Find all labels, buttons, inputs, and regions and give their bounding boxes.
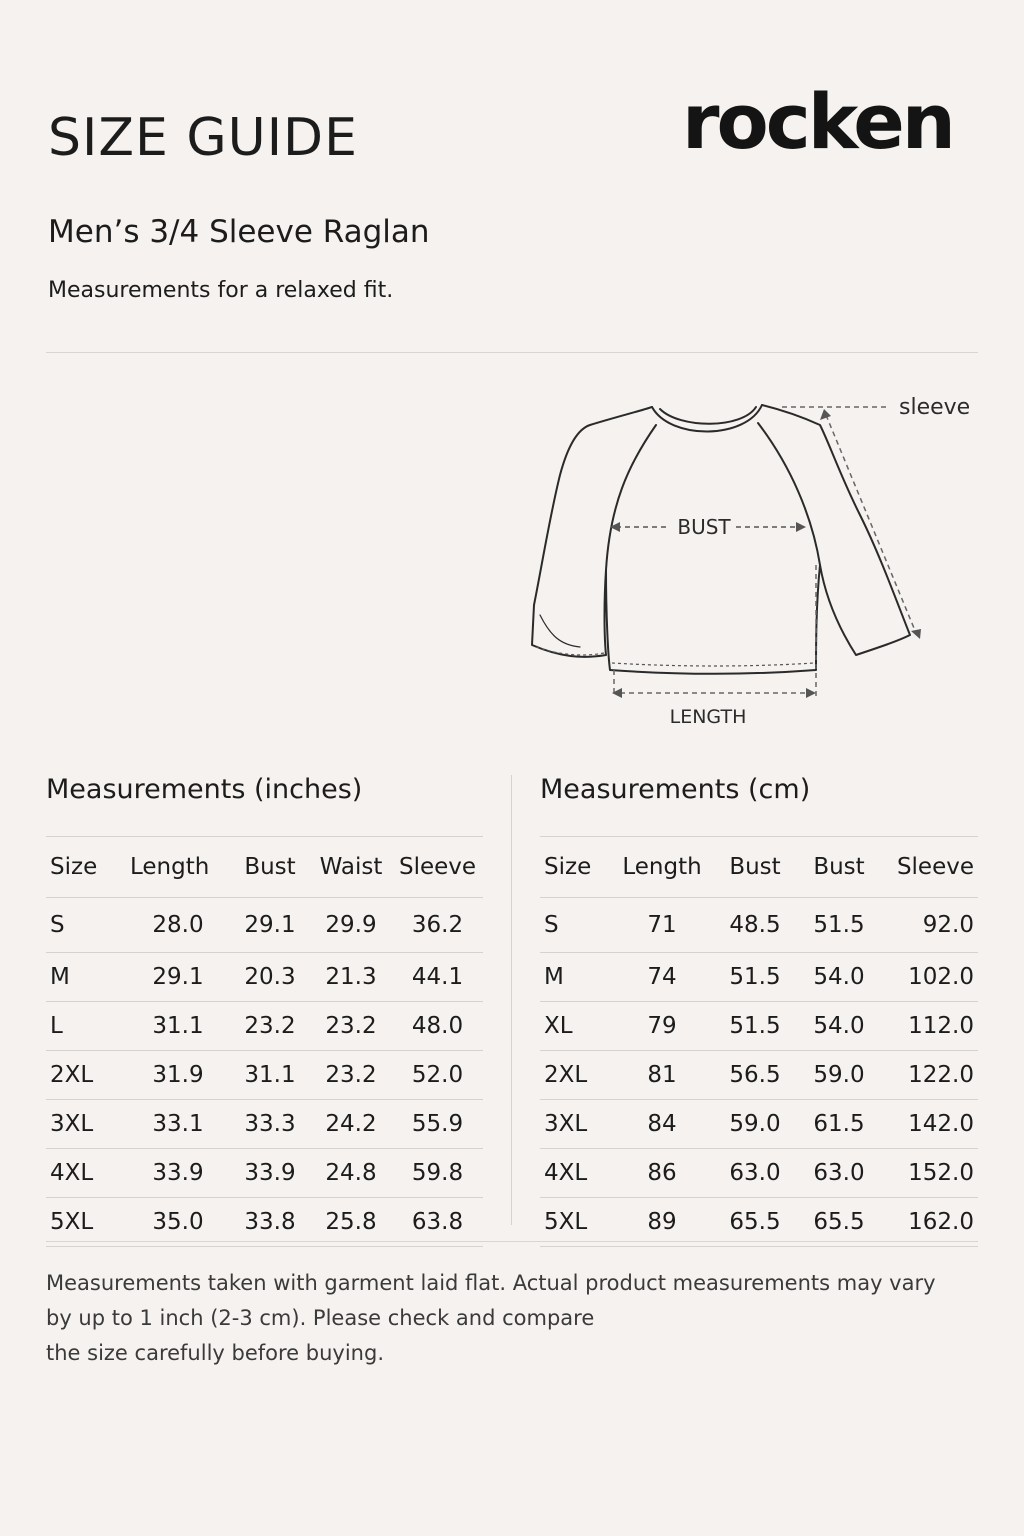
size-cell: 3XL <box>46 1100 126 1149</box>
col-size: Size <box>540 837 612 898</box>
col-length: Length <box>126 837 230 898</box>
table-row <box>540 1100 978 1149</box>
table-header-row <box>46 837 483 898</box>
garment-diagram <box>520 385 990 735</box>
measurement-cell: 33.9 <box>230 1149 310 1198</box>
measurement-cell: 74 <box>612 953 712 1002</box>
cm-table-heading: Measurements (cm) <box>540 774 811 805</box>
page-title: SIZE GUIDE <box>48 108 358 168</box>
measurement-cell: 24.8 <box>310 1149 392 1198</box>
size-cell: 4XL <box>540 1149 612 1198</box>
measurement-cell: 56.5 <box>712 1051 798 1100</box>
measurement-cell: 48.0 <box>392 1002 483 1051</box>
measurement-cell: 63.0 <box>712 1149 798 1198</box>
measurement-cell: 54.0 <box>798 953 880 1002</box>
measurement-cell: 36.2 <box>392 898 483 953</box>
length-label: LENGTH <box>669 706 747 728</box>
measurement-cell: 81 <box>612 1051 712 1100</box>
footer-line-2: by up to 1 inch (2-3 cm). Please check and compare <box>46 1306 595 1330</box>
cm-table <box>540 836 978 1247</box>
measurement-cell: 84 <box>612 1100 712 1149</box>
measurement-cell: 54.0 <box>798 1002 880 1051</box>
col-bust: Bust <box>230 837 310 898</box>
measurement-cell: 35.0 <box>126 1198 230 1247</box>
measurement-cell: 33.3 <box>230 1100 310 1149</box>
col-waist: Waist <box>310 837 392 898</box>
measurement-cell: 29.1 <box>126 953 230 1002</box>
table-row <box>540 898 978 953</box>
size-cell: L <box>46 1002 126 1051</box>
fit-note: Measurements for a relaxed fit. <box>48 278 394 303</box>
measurement-cell: 51.5 <box>712 1002 798 1051</box>
measurement-cell: 23.2 <box>230 1002 310 1051</box>
size-cell: 4XL <box>46 1149 126 1198</box>
footer-line-1: Measurements taken with garment laid flat. Actual product measurements may vary <box>46 1271 936 1295</box>
col-size: Size <box>46 837 126 898</box>
bottom-divider <box>46 1241 978 1242</box>
table-row <box>46 898 483 953</box>
measurement-cell: 52.0 <box>392 1051 483 1100</box>
measurement-cell: 23.2 <box>310 1002 392 1051</box>
size-cell: S <box>540 898 612 953</box>
size-cell: 5XL <box>540 1198 612 1247</box>
measurement-cell: 65.5 <box>798 1198 880 1247</box>
table-row <box>46 1149 483 1198</box>
table-header-row <box>540 837 978 898</box>
measurement-cell: 79 <box>612 1002 712 1051</box>
measurement-cell: 25.8 <box>310 1198 392 1247</box>
inches-table-heading: Measurements (inches) <box>46 774 363 805</box>
size-cell: M <box>540 953 612 1002</box>
measurement-cell: 33.1 <box>126 1100 230 1149</box>
measurement-cell: 51.5 <box>798 898 880 953</box>
measurement-cell: 122.0 <box>880 1051 978 1100</box>
sleeve-label: sleeve <box>899 395 971 420</box>
size-cell: M <box>46 953 126 1002</box>
size-cell: S <box>46 898 126 953</box>
col-sleeve: Sleeve <box>880 837 978 898</box>
table-row <box>46 1198 483 1247</box>
measurement-cell: 71 <box>612 898 712 953</box>
measurement-cell: 63.0 <box>798 1149 880 1198</box>
table-row <box>46 953 483 1002</box>
measurement-cell: 28.0 <box>126 898 230 953</box>
measurement-cell: 51.5 <box>712 953 798 1002</box>
measurement-cell: 59.8 <box>392 1149 483 1198</box>
measurement-cell: 112.0 <box>880 1002 978 1051</box>
measurement-cell: 29.9 <box>310 898 392 953</box>
measurement-cell: 61.5 <box>798 1100 880 1149</box>
brand-logo: rocken <box>682 77 953 166</box>
measurement-cell: 92.0 <box>880 898 978 953</box>
size-cell: 3XL <box>540 1100 612 1149</box>
table-row <box>540 1002 978 1051</box>
table-row <box>540 1149 978 1198</box>
footer-disclaimer <box>46 1266 976 1371</box>
measurement-cell: 31.1 <box>230 1051 310 1100</box>
bust-label: BUST <box>677 515 731 539</box>
measurement-cell: 152.0 <box>880 1149 978 1198</box>
measurement-cell: 102.0 <box>880 953 978 1002</box>
size-cell: 5XL <box>46 1198 126 1247</box>
measurement-cell: 142.0 <box>880 1100 978 1149</box>
measurement-cell: 55.9 <box>392 1100 483 1149</box>
inches-table-section <box>46 770 483 1247</box>
col-length: Length <box>612 837 712 898</box>
measurement-cell: 20.3 <box>230 953 310 1002</box>
size-cell: 2XL <box>540 1051 612 1100</box>
size-cell: XL <box>540 1002 612 1051</box>
measurement-cell: 162.0 <box>880 1198 978 1247</box>
measurement-cell: 59.0 <box>798 1051 880 1100</box>
measurement-cell: 89 <box>612 1198 712 1247</box>
table-row <box>540 1051 978 1100</box>
cm-table-section <box>540 770 978 1247</box>
table-row <box>46 1100 483 1149</box>
table-row <box>540 953 978 1002</box>
table-divider <box>511 775 512 1225</box>
measurement-cell: 65.5 <box>712 1198 798 1247</box>
measurement-cell: 31.9 <box>126 1051 230 1100</box>
table-row <box>46 1002 483 1051</box>
top-divider <box>46 352 978 353</box>
col-bust-2: Bust <box>798 837 880 898</box>
measurement-cell: 29.1 <box>230 898 310 953</box>
footer-line-3: the size carefully before buying. <box>46 1341 384 1365</box>
table-row <box>540 1198 978 1247</box>
measurement-cell: 33.8 <box>230 1198 310 1247</box>
product-name: Men’s 3/4 Sleeve Raglan <box>48 214 430 250</box>
measurement-cell: 33.9 <box>126 1149 230 1198</box>
measurement-cell: 31.1 <box>126 1002 230 1051</box>
measurement-cell: 48.5 <box>712 898 798 953</box>
col-bust: Bust <box>712 837 798 898</box>
size-cell: 2XL <box>46 1051 126 1100</box>
measurement-cell: 63.8 <box>392 1198 483 1247</box>
col-sleeve: Sleeve <box>392 837 483 898</box>
inches-table <box>46 836 483 1247</box>
measurement-cell: 59.0 <box>712 1100 798 1149</box>
table-row <box>46 1051 483 1100</box>
measurement-cell: 24.2 <box>310 1100 392 1149</box>
measurement-cell: 23.2 <box>310 1051 392 1100</box>
measurement-cell: 86 <box>612 1149 712 1198</box>
measurement-cell: 44.1 <box>392 953 483 1002</box>
measurement-cell: 21.3 <box>310 953 392 1002</box>
